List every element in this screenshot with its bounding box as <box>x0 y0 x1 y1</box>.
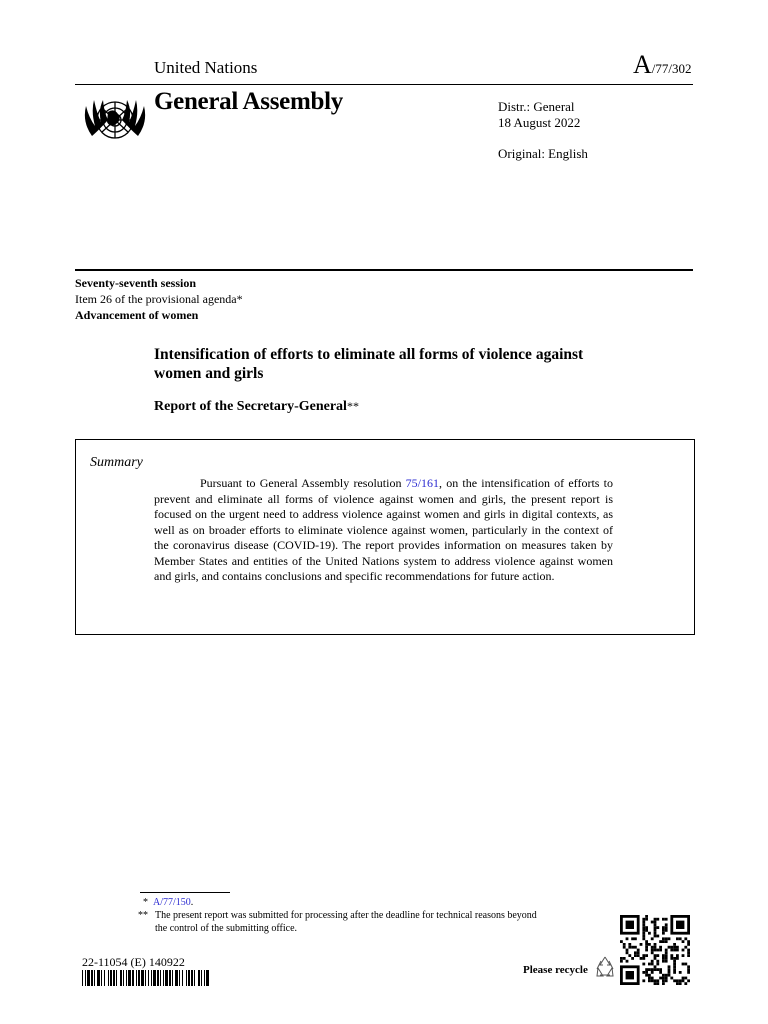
report-subtitle-text: Report of the Secretary-General <box>154 399 347 414</box>
report-title: Intensification of efforts to eliminate all forms of violence against women and girls <box>154 346 584 382</box>
footnote-1-link[interactable]: A/77/150 <box>153 897 191 908</box>
document-date: 18 August 2022 <box>498 115 581 130</box>
summary-text-start: Pursuant to General Assembly resolution <box>200 476 406 490</box>
organization-name: United Nations <box>154 58 258 77</box>
agenda-topic: Advancement of women <box>75 308 199 322</box>
session-rule <box>75 269 693 271</box>
document-symbol <box>633 50 692 80</box>
footnote-2 <box>138 909 613 935</box>
footnote-2-line-2: the control of the submitting office. <box>155 923 298 934</box>
un-emblem-icon <box>78 90 152 154</box>
distribution-label: Distr.: General <box>498 99 575 114</box>
footnote-1-marker: * <box>143 897 148 908</box>
symbol-suffix: /77/302 <box>651 61 692 76</box>
recycle-icon <box>594 954 616 978</box>
summary-text <box>154 476 613 585</box>
agenda-block <box>75 275 243 323</box>
original-language: Original: English <box>498 146 588 161</box>
recycle-label: Please recycle <box>523 964 588 976</box>
summary-text-rest: , on the intensification of efforts to prevent and eliminate all forms of violence against women and girls, the present report is focused on the urgent need to address violence against women and girls in digital contexts, as well as on broader efforts to eliminate violence against women, particularly in the context of the coronavirus disease (COVID-19). The report provides information on measures taken by Member States and entities of the United Nations system to address violence against women and girls, and contains conclusions and specific recommendations for future action. <box>154 476 613 583</box>
report-subtitle-marker: ** <box>346 399 359 413</box>
symbol-prefix: A <box>633 50 652 79</box>
footnote-1-end: . <box>190 897 194 908</box>
header-rule <box>75 84 693 85</box>
report-subtitle <box>154 399 359 415</box>
footnote-2-marker: ** <box>138 910 148 921</box>
resolution-link[interactable]: 75/161 <box>405 476 440 490</box>
barcode-icon <box>82 970 210 986</box>
general-assembly-heading: General Assembly <box>154 88 343 115</box>
footnote-2-line-1: The present report was submitted for processing after the deadline for technical reasons beyond <box>155 910 537 921</box>
footnote-1 <box>143 896 193 909</box>
distribution-info <box>498 99 580 131</box>
qr-code-icon <box>620 915 690 985</box>
summary-label: Summary <box>90 455 143 470</box>
agenda-item: Item 26 of the provisional agenda* <box>75 292 243 306</box>
footnote-rule <box>140 892 230 893</box>
session-name: Seventy-seventh session <box>75 276 197 290</box>
document-number: 22-11054 (E) 140922 <box>82 955 185 969</box>
